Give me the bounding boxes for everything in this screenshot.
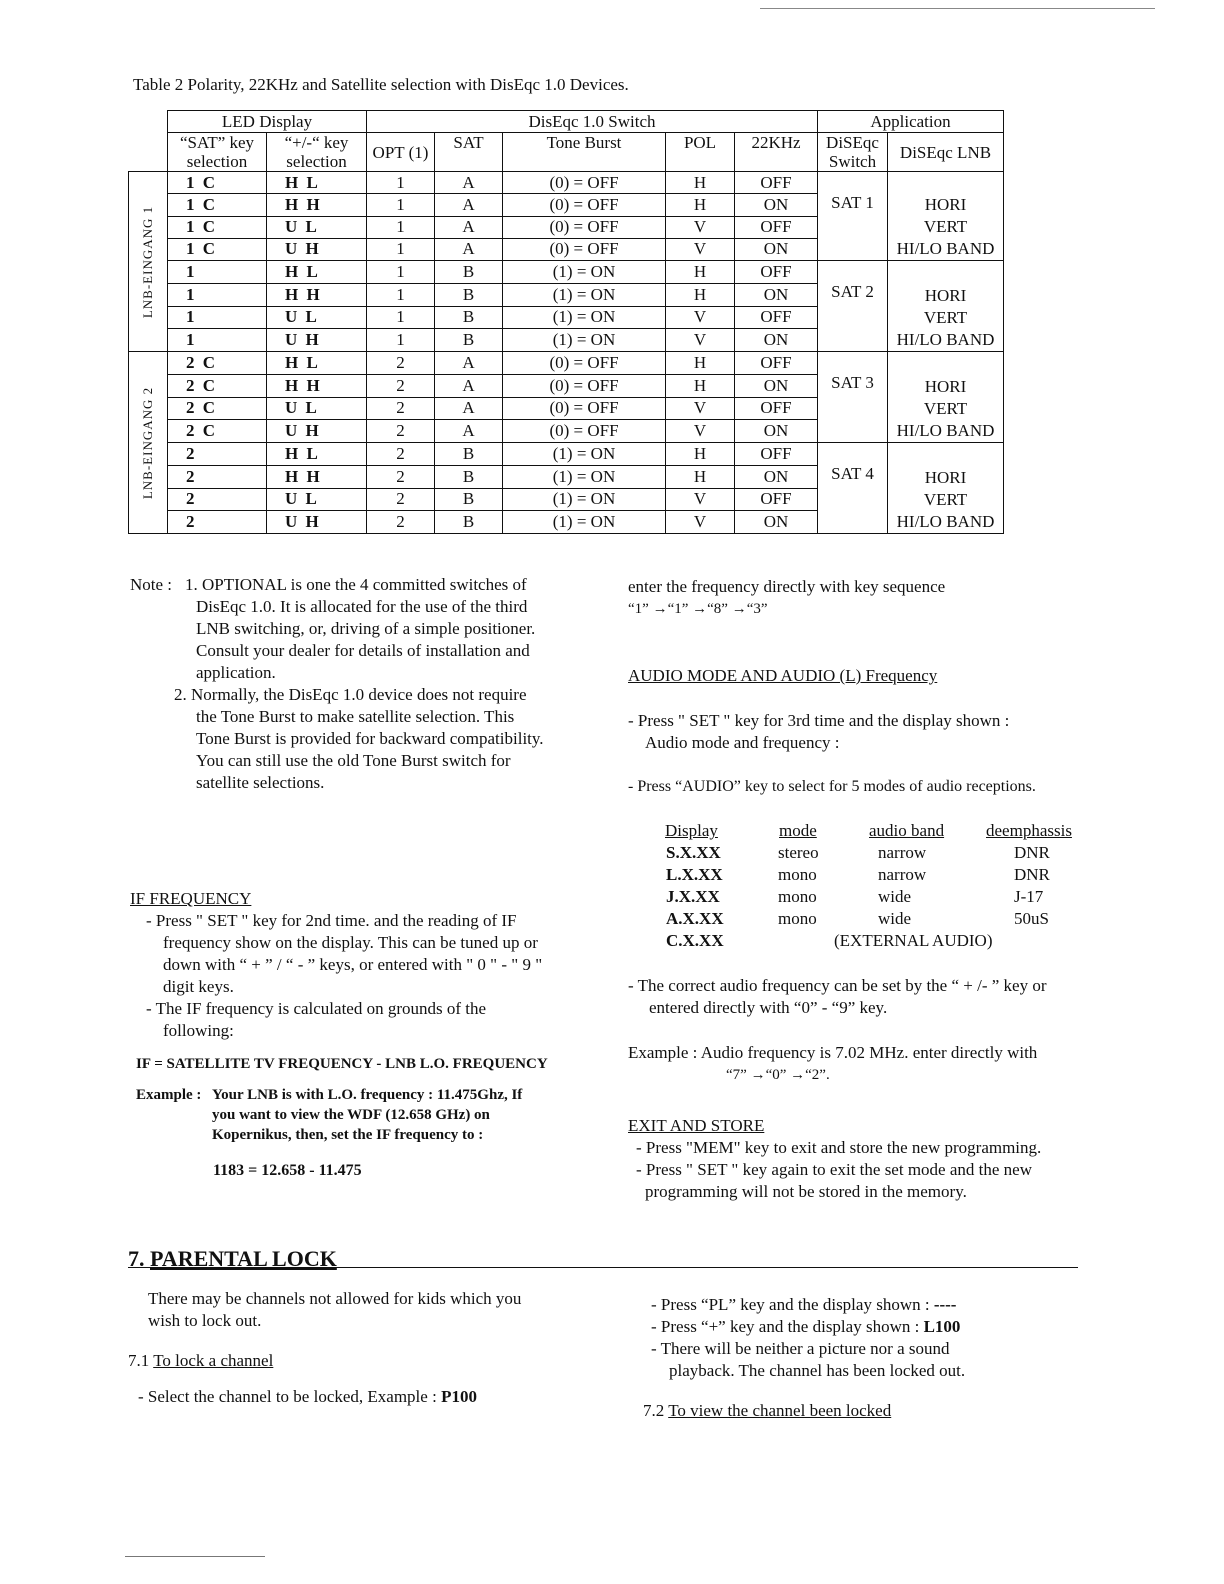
table-cell: V [666,329,735,352]
table-cell: 2 C [168,374,267,397]
audio-cell: narrow [878,865,927,884]
subsection-7-1 [128,1350,273,1372]
note-line: DisEqc 1.0. It is allocated for the use of the third [196,597,528,616]
table-cell: B [435,261,503,284]
lnb-group-label [129,172,168,352]
table-cell: 1 C [168,238,267,260]
if-frequency-section [130,888,600,1042]
table-cell: H L [267,172,367,194]
audio-cell: 50uS [1014,909,1049,928]
sat-cell [818,352,888,443]
table-cell: H H [267,465,367,488]
lnb-mode: VERT [923,399,968,418]
note-item-2 [130,684,610,794]
notes-block [130,574,610,794]
table-cell: 2 [168,488,267,511]
table-cell: 1 [168,306,267,329]
table-cell: 2 [367,397,435,420]
table-cell: (1) = ON [503,283,666,306]
table-cell: (0) = OFF [503,397,666,420]
table-cell: 1 C [168,216,267,238]
audio-line: - Press " SET " key for 3rd time and the display shown : [628,711,1010,730]
table-cell: ON [735,283,818,306]
note-line: application. [196,663,276,682]
table-cell: (1) = ON [503,443,666,466]
table-cell: U L [267,216,367,238]
table-cell: ON [735,465,818,488]
subsection-title: To lock a channel [153,1351,274,1370]
table-cell: 1 C [168,172,267,194]
table-cell: 1 [168,261,267,284]
section-7-number: 7. [128,1246,145,1271]
table-cell: OFF [735,397,818,420]
col-opt: OPT (1) [367,133,435,172]
lnb-modes-cell [888,172,1004,261]
if-formula: IF = SATELLITE TV FREQUENCY - LNB L.O. FREQUENCY [136,1056,548,1072]
audio-cell: wide [878,909,912,928]
step-line: - There will be neither a picture nor a sound [651,1339,950,1358]
table-cell: ON [735,374,818,397]
table-row [129,352,1004,375]
if-line: frequency show on the display. This can be tuned up or [163,933,538,952]
table-cell: B [435,329,503,352]
table-cell: OFF [735,488,818,511]
audio-cell: wide [878,887,912,906]
table-cell: (0) = OFF [503,216,666,238]
table-cell: ON [735,511,818,534]
table-cell: 2 [367,443,435,466]
audio-cell: stereo [778,843,819,862]
subsection-number: 7.2 [643,1401,665,1420]
table-cell: H [666,443,735,466]
sat-cell [818,261,888,352]
table-cell: OFF [735,352,818,375]
step-line: playback. The channel has been locked out. [669,1361,966,1380]
table-cell: H [666,261,735,284]
table-cell: (0) = OFF [503,352,666,375]
table-cell: ON [735,194,818,216]
lnb-mode: VERT [923,308,968,327]
table-caption: Table 2 Polarity, 22KHz and Satellite selection with DisEqc 1.0 Devices. [133,75,629,94]
intro-line: enter the frequency directly with key sequence [628,577,946,596]
section-7-title: PARENTAL LOCK [150,1246,337,1271]
intro-line: There may be channels not allowed for kids which you [148,1289,522,1308]
audio-cell: mono [778,909,817,928]
audio-cell: DNR [1014,843,1050,862]
section-7-rule [128,1267,1078,1268]
sat-label: SAT 4 [831,464,874,483]
col-diseqc-lnb: DiSEqc LNB [888,133,1004,172]
table-cell: U L [267,488,367,511]
if-line: down with “ + ” / “ - ” keys, or entered with " 0 " - " 9 " [163,955,543,974]
section-7-heading [128,1246,337,1272]
exit-store-section [628,1115,1041,1203]
parental-steps [651,1294,965,1382]
scan-top-line [760,8,1155,9]
audio-col-deemphasis: deemphassis [986,821,1072,840]
table-cell: 2 [168,443,267,466]
table-row [129,172,1004,194]
lnb-mode: HORI [924,468,967,487]
audio-cell: mono [778,865,817,884]
col-sat: SAT [435,133,503,172]
audio-display-code: C.X.XX [666,931,724,950]
sat-cell [818,172,888,261]
table-cell: U H [267,420,367,443]
lnb-mode: HI/LO BAND [896,512,995,531]
lnb-mode: VERT [923,217,968,236]
subsection-7-2 [643,1400,891,1422]
table-cell: (0) = OFF [503,172,666,194]
col-pol: POL [666,133,735,172]
table-cell: (0) = OFF [503,194,666,216]
lnb-mode: HORI [924,286,967,305]
table-cell: V [666,397,735,420]
table-cell: (1) = ON [503,511,666,534]
table-cell: (0) = OFF [503,238,666,260]
audio-col-band: audio band [869,821,945,840]
table-cell: OFF [735,443,818,466]
table-cell: (0) = OFF [503,420,666,443]
table-cell: 2 C [168,397,267,420]
sat-label: SAT 2 [831,282,874,301]
if-line: following: [163,1021,234,1040]
table-cell: A [435,352,503,375]
if-example-line: Your LNB is with L.O. frequency : 11.475Ghz, If [212,1087,523,1103]
lnb-modes-cell [888,352,1004,443]
table-cell: V [666,488,735,511]
table-cell: V [666,306,735,329]
lnb-group-text: LNB-EINGANG 1 [140,205,155,318]
lnb-mode: HI/LO BAND [896,421,995,440]
table-cell: H H [267,283,367,306]
table-cell: 2 [367,352,435,375]
audio-example-line: Example : Audio frequency is 7.02 MHz. enter directly with [628,1043,1038,1062]
table-cell: 2 C [168,420,267,443]
table-cell: (0) = OFF [503,374,666,397]
note-line: the Tone Burst to make satellite selection. This [196,707,515,726]
col-sat-key: “SAT” key selection [168,133,267,172]
intro-sequence: “1” →“1” →“8” →“3” [628,601,768,617]
parental-intro [148,1288,521,1332]
if-example-line: you want to view the WDF (12.658 GHz) on [212,1107,490,1123]
table-cell: OFF [735,306,818,329]
header-diseqc-switch: DisEqc 1.0 Switch [367,111,818,133]
exit-line: programming will not be stored in the memory. [645,1182,967,1201]
scan-bottom-line [125,1556,265,1557]
table-cell: A [435,420,503,443]
select-channel-line [138,1386,477,1408]
table-cell: U H [267,238,367,260]
table-cell: (1) = ON [503,465,666,488]
table-cell: OFF [735,172,818,194]
table-cell: H H [267,194,367,216]
table-cell: B [435,511,503,534]
audio-col-mode: mode [779,821,817,840]
table-cell: B [435,465,503,488]
table-cell: 1 [367,172,435,194]
table-cell: 1 [367,329,435,352]
if-example-line: Kopernikus, then, set the IF frequency to : [212,1127,484,1143]
note-label: Note : [130,575,173,594]
table-cell: ON [735,420,818,443]
table-cell: 2 [168,511,267,534]
audio-para-1 [628,710,1009,754]
lnb-mode: HORI [924,195,967,214]
lnb-group-text: LNB-EINGANG 2 [140,386,155,499]
col-plusminus-key: “+/-“ key selection [267,133,367,172]
table-cell: (1) = ON [503,488,666,511]
table-cell: 1 [367,261,435,284]
exit-line: - Press "MEM" key to exit and store the new programming. [636,1138,1042,1157]
table-row [129,443,1004,466]
header-led-display: LED Display [168,111,367,133]
audio-cell: mono [778,887,817,906]
table-cell: A [435,238,503,260]
table-cell: 2 [367,465,435,488]
table-cell: 2 [168,465,267,488]
table-cell: ON [735,238,818,260]
table-cell: V [666,238,735,260]
note-line: satellite selections. [196,773,325,792]
audio-cell: narrow [878,843,927,862]
table-cell: 2 [367,420,435,443]
lnb-group-label [129,352,168,534]
audio-display-code: A.X.XX [666,909,724,928]
table-cell: H H [267,374,367,397]
table-cell: H L [267,443,367,466]
audio-cell: DNR [1014,865,1050,884]
table-cell: 1 C [168,194,267,216]
note-line: 2. Normally, the DisEqc 1.0 device does not require [174,685,527,704]
table-cell: V [666,511,735,534]
table-cell: H L [267,261,367,284]
select-text: - Select the channel to be locked, Example : [138,1387,437,1406]
table-cell: H [666,352,735,375]
table-cell: H [666,194,735,216]
audio-display-code: J.X.XX [666,887,720,906]
lnb-modes-cell [888,261,1004,352]
table-cell: H [666,465,735,488]
lnb-mode: HORI [924,377,967,396]
table-cell: B [435,283,503,306]
table-cell: H [666,283,735,306]
note-line: Tone Burst is provided for backward compatibility. [196,729,544,748]
sat-label: SAT 1 [831,193,874,212]
select-code: P100 [441,1387,477,1406]
col-22khz: 22KHz [735,133,818,172]
audio-display-code: S.X.XX [666,843,721,862]
note-line: You can still use the old Tone Burst switch for [196,751,511,770]
table-cell: A [435,194,503,216]
header-application: Application [818,111,1004,133]
audio-external: (EXTERNAL AUDIO) [834,931,993,950]
if-example [136,1085,606,1145]
table-cell: B [435,443,503,466]
audio-para-3 [628,975,1047,1019]
audio-line: - The correct audio frequency can be set by the “ + /- ” key or [628,976,1047,995]
table-cell: A [435,397,503,420]
lnb-mode: HI/LO BAND [896,330,995,349]
table-cell: B [435,488,503,511]
table-cell: 2 C [168,352,267,375]
diseqc-table [128,110,1004,534]
if-heading: IF FREQUENCY [130,889,252,908]
table-cell: (1) = ON [503,329,666,352]
table-cell: U L [267,397,367,420]
lnb-modes-cell [888,443,1004,534]
note-line: Consult your dealer for details of installation and [196,641,530,660]
table-cell: 2 [367,511,435,534]
lnb-mode: HI/LO BAND [896,239,995,258]
audio-example-sequence: “7” →“0” →“2”. [726,1067,830,1083]
audio-col-display: Display [665,821,718,840]
table-cell: 1 [367,238,435,260]
table-cell: H L [267,352,367,375]
table-cell: 1 [367,194,435,216]
note-item-1 [130,574,610,684]
step-line: - Press “PL” key and the display shown : [651,1295,930,1314]
table-cell: A [435,216,503,238]
audio-example [628,1042,1037,1086]
sat-label: SAT 3 [831,373,874,392]
pl-display-value: ---- [933,1295,957,1314]
col-tone-burst: Tone Burst [503,133,666,172]
audio-line: Audio mode and frequency : [645,733,840,752]
table-cell: (1) = ON [503,261,666,284]
table-row [129,261,1004,284]
col-diseqc-switch: DiSEqc Switch [818,133,888,172]
if-example-label: Example : [136,1087,202,1103]
table-cell: ON [735,329,818,352]
lnb-mode: VERT [923,490,968,509]
table-cell: H [666,374,735,397]
table-cell: H [666,172,735,194]
audio-line: entered directly with “0” - “9” key. [649,998,888,1017]
if-line: digit keys. [163,977,234,996]
table-cell: 2 [367,374,435,397]
table-cell: 1 [367,283,435,306]
if-calc: 1183 = 12.658 - 11.475 [213,1162,362,1179]
sat-cell [818,443,888,534]
exit-line: - Press " SET " key again to exit the set mode and the new [636,1160,1032,1179]
table-cell: 1 [168,283,267,306]
table-cell: B [435,306,503,329]
table-cell: OFF [735,261,818,284]
note-line: LNB switching, or, driving of a simple positioner. [196,619,536,638]
audio-para-2: - Press “AUDIO” key to select for 5 modes of audio receptions. [628,778,1036,795]
audio-display-code: L.X.XX [666,865,723,884]
exit-heading: EXIT AND STORE [628,1116,765,1135]
audio-heading: AUDIO MODE AND AUDIO (L) Frequency [628,666,938,685]
subsection-number: 7.1 [128,1351,150,1370]
table-cell: (1) = ON [503,306,666,329]
table-cell: U H [267,329,367,352]
note-line: 1. OPTIONAL is one the 4 committed switches of [185,575,527,594]
if-line: - The IF frequency is calculated on grounds of the [146,999,487,1018]
table-cell: OFF [735,216,818,238]
plus-display-value: L100 [923,1317,961,1336]
table-cell: V [666,420,735,443]
intro-line: wish to lock out. [148,1311,262,1330]
table-cell: U L [267,306,367,329]
table-cell: 2 [367,488,435,511]
subsection-title: To view the channel been locked [668,1401,892,1420]
table-cell: V [666,216,735,238]
table-cell: A [435,374,503,397]
step-line: - Press “+” key and the display shown : [651,1317,920,1336]
table-cell: A [435,172,503,194]
table-cell: 1 [367,306,435,329]
table-cell: 1 [168,329,267,352]
table-cell: U H [267,511,367,534]
audio-cell: J-17 [1014,887,1044,906]
key-sequence [628,576,945,620]
if-line: - Press " SET " key for 2nd time. and the reading of IF [146,911,517,930]
table-cell: 1 [367,216,435,238]
